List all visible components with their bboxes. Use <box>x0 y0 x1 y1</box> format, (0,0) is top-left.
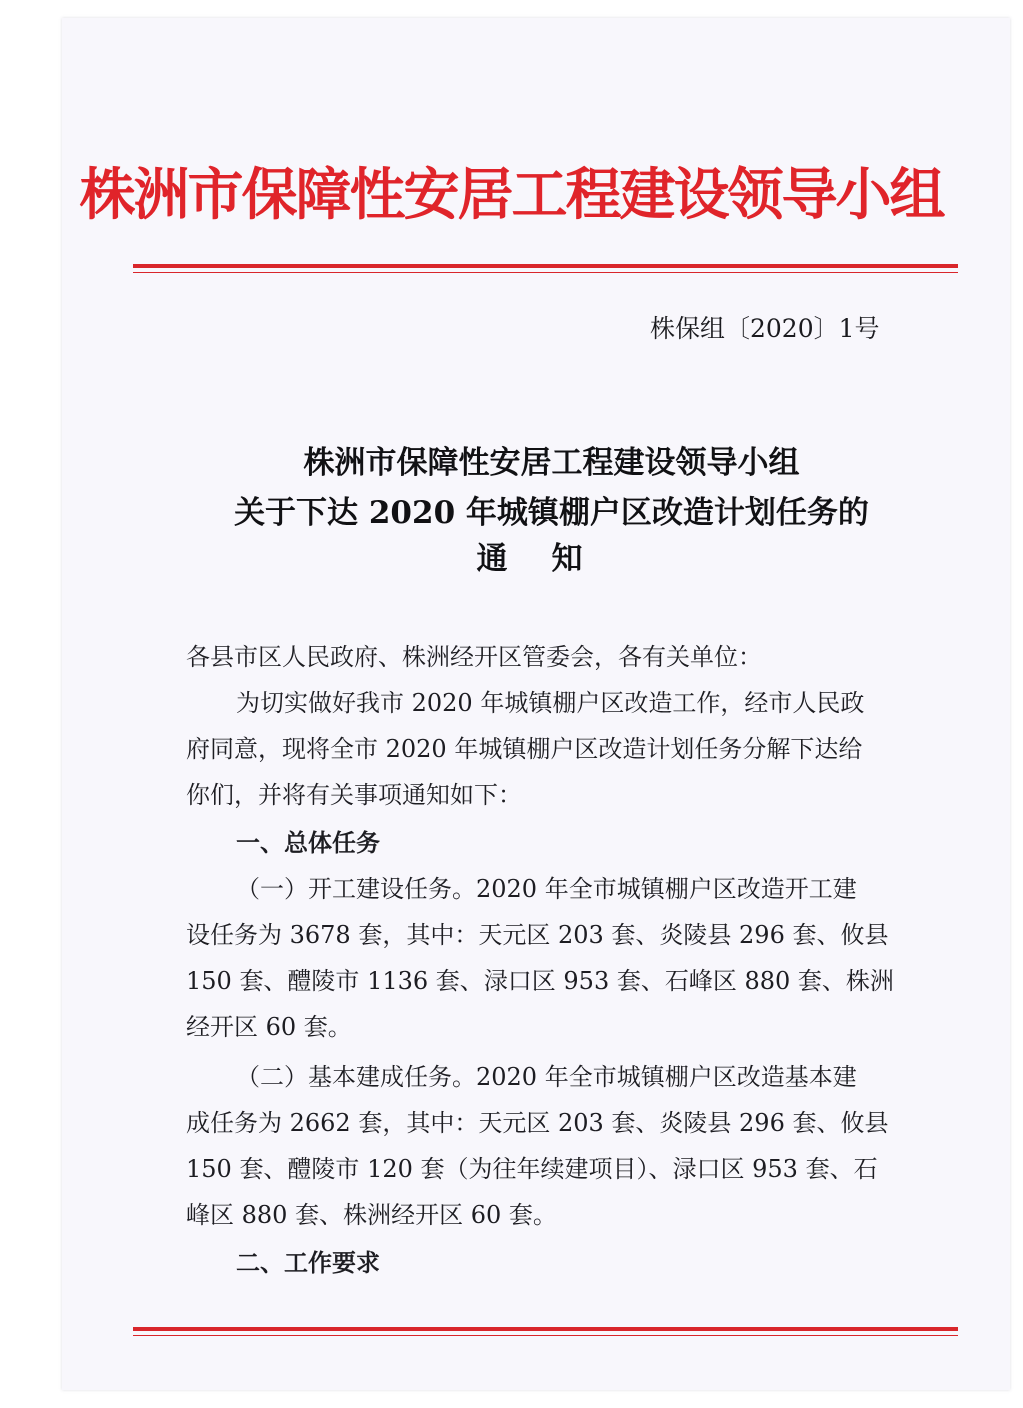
section-heading-work-requirements: 二、工作要求 <box>236 1249 380 1277</box>
item1-line: （一）开工建设任务。2020 年全市城镇棚户区改造开工建 <box>236 875 857 903</box>
item2-line: 峰区 880 套、株洲经开区 60 套。 <box>186 1201 557 1229</box>
item2-line: 成任务为 2662 套，其中：天元区 203 套、炎陵县 296 套、攸县 <box>186 1109 889 1137</box>
footer-red-rule <box>133 1327 958 1331</box>
document-number: 株保组〔2020〕1号 <box>650 314 880 343</box>
document-title-line-1: 株洲市保障性安居工程建设领导小组 <box>303 445 800 481</box>
masthead-red-rule-thin <box>133 272 958 273</box>
item1-line: 150 套、醴陵市 1136 套、渌口区 953 套、石峰区 880 套、株洲 <box>186 967 894 995</box>
addressee: 各县市区人民政府、株洲经开区管委会，各有关单位： <box>186 643 762 671</box>
intro-line: 为切实做好我市 2020 年城镇棚户区改造工作，经市人民政 <box>236 689 865 717</box>
item2-line: （二）基本建成任务。2020 年全市城镇棚户区改造基本建 <box>236 1063 857 1091</box>
footer-red-rule-thin <box>133 1335 958 1336</box>
item1-line: 设任务为 3678 套，其中：天元区 203 套、炎陵县 296 套、攸县 <box>186 921 889 949</box>
item2-line: 150 套、醴陵市 120 套（为往年续建项目）、渌口区 953 套、石 <box>186 1155 878 1183</box>
section-heading-overall-tasks: 一、总体任务 <box>236 829 380 857</box>
intro-line: 你们，并将有关事项通知如下： <box>186 781 522 809</box>
masthead-red-rule <box>133 264 958 268</box>
intro-line: 府同意，现将全市 2020 年城镇棚户区改造计划任务分解下达给 <box>186 735 863 763</box>
document-title-line-2: 关于下达 2020 年城镇棚户区改造计划任务的 <box>234 495 869 531</box>
item1-line: 经开区 60 套。 <box>186 1013 352 1041</box>
document-title-line-3: 通知 <box>476 541 627 577</box>
masthead-org-name: 株洲市保障性安居工程建设领导小组 <box>79 162 944 228</box>
